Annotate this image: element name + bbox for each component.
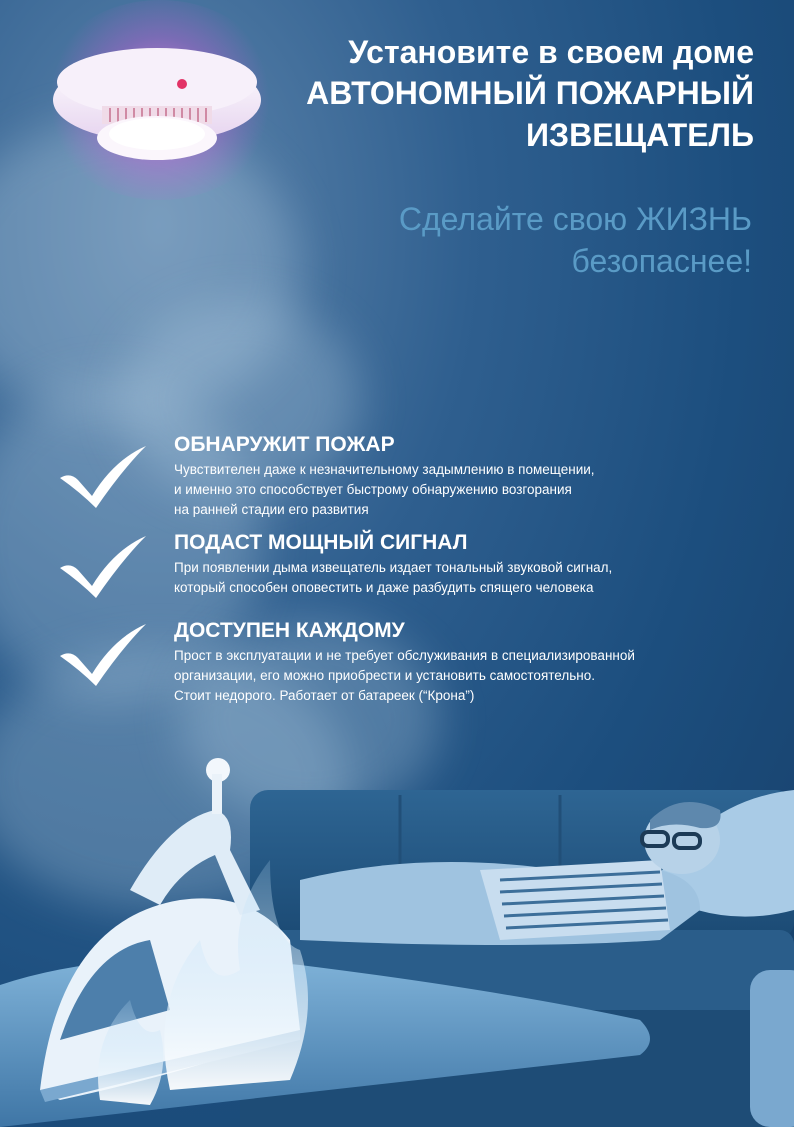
feature-line: который способен оповестить и даже разбудить спящего человека [174,580,594,595]
feature-loud-signal [56,530,756,630]
slogan [399,198,752,282]
headline [306,32,754,156]
feature-title: ОБНАРУЖИТ ПОЖАР [174,433,395,456]
feature-line: организации, его можно приобрести и установить самостоятельно. [174,668,595,683]
feature-description [174,558,612,598]
headline-line-3: ИЗВЕЩАТЕЛЬ [526,117,754,153]
headline-line-2: АВТОНОМНЫЙ ПОЖАРНЫЙ [306,75,754,111]
smoke-detector-icon [50,20,264,170]
feature-detect-fire [56,432,756,532]
headline-line-1: Установите в своем доме [348,34,754,70]
feature-affordable [56,618,756,718]
feature-line: на ранней стадии его развития [174,502,369,517]
scene-illustration [0,740,794,1127]
checkmark-icon [56,442,152,512]
checkmark-icon [56,532,152,602]
feature-line: Чувствителен даже к незначительному задымлению в помещении, [174,462,595,477]
feature-line: Прост в эксплуатации и не требует обслуживания в специализированной [174,648,635,663]
feature-title: ПОДАСТ МОЩНЫЙ СИГНАЛ [174,531,468,554]
feature-line: При появлении дыма извещатель издает тональный звуковой сигнал, [174,560,613,575]
feature-description [174,460,595,520]
feature-line: и именно это способствует быстрому обнаружению возгорания [174,482,572,497]
feature-line: Стоит недорого. Работает от батареек (“Крона”) [174,688,475,703]
checkmark-icon [56,620,152,690]
feature-title: ДОСТУПЕН КАЖДОМУ [174,619,405,642]
feature-description [174,646,635,706]
slogan-line-2: безопаснее! [571,243,752,279]
slogan-line-1: Сделайте свою ЖИЗНЬ [398,201,752,237]
